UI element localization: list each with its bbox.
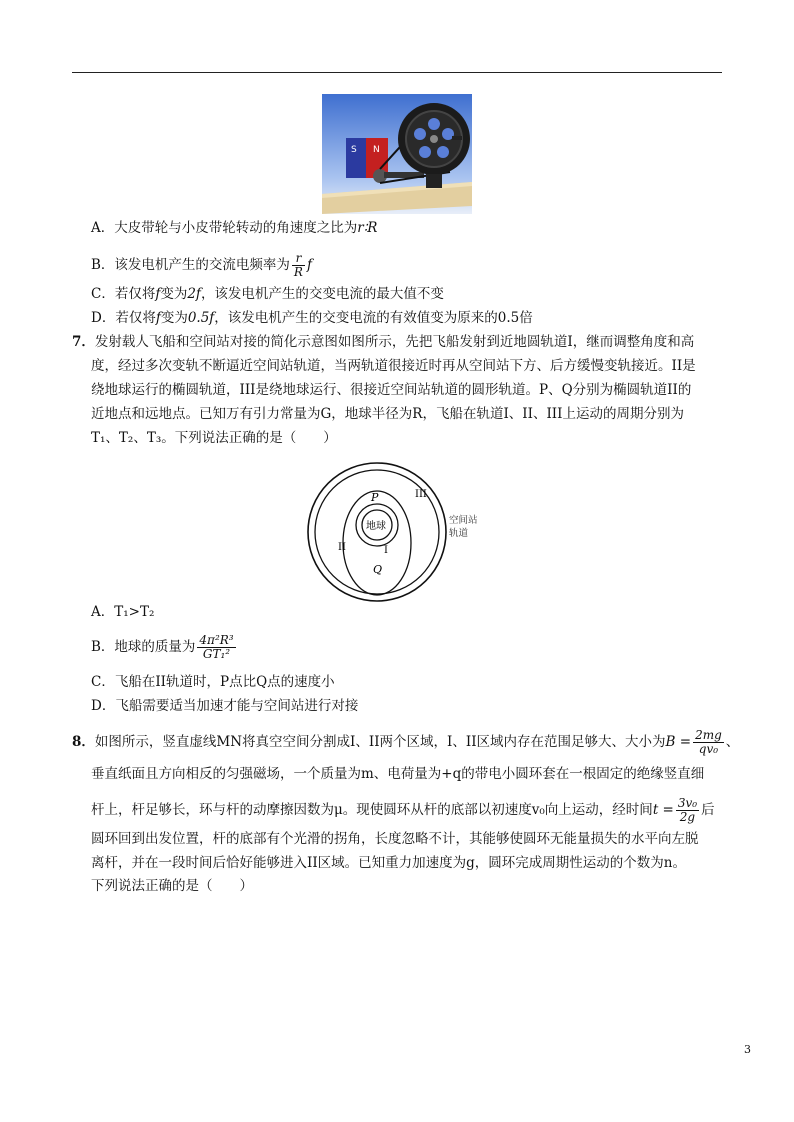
- station-orbit-label-2: 轨道: [449, 528, 469, 539]
- q8-line-2: 垂直纸面且方向相反的匀强磁场，一个质量为m、电荷量为+q的带电小圆环套在一根固定的绝缘竖直细: [91, 766, 705, 782]
- q6-option-b-text: B．该发电机产生的交流电频率为: [91, 257, 290, 273]
- station-orbit-label-1: 空间站: [449, 515, 478, 526]
- q6-option-b: [91, 252, 312, 279]
- q7-option-b-text: B．地球的质量为: [91, 639, 196, 655]
- q6-option-b-denominator: R: [293, 265, 303, 279]
- q6-option-a: [91, 219, 377, 237]
- q8-t-denominator: 2g: [679, 810, 696, 824]
- station-orbit: [308, 463, 446, 601]
- q6-option-c-post: ，该发电机产生的交变电流的最大值不变: [200, 286, 444, 302]
- q7-option-c: C．飞船在II轨道时，P点比Q点的速度小: [91, 674, 335, 690]
- q6-option-d-f: f: [155, 310, 161, 326]
- q6-option-c-mid: 变为: [160, 286, 188, 302]
- point-p-label: P: [371, 491, 379, 504]
- q8-b-fraction: [693, 729, 724, 756]
- q8-t-numerator: 3v₀: [677, 796, 698, 810]
- q7-line-1: [72, 333, 694, 351]
- q7-option-b-denominator: GT₁²: [202, 647, 231, 661]
- point-q-label: Q: [373, 563, 383, 576]
- q6-option-d-post: ，该发电机产生的交变电流的有效值变为原来的0.5倍: [214, 310, 533, 326]
- q6-option-b-numerator: r: [292, 252, 305, 266]
- q6-option-d: [91, 309, 533, 327]
- generator-photo: [322, 94, 472, 214]
- q7-option-a: A．T₁>T₂: [91, 604, 155, 620]
- q8-t-symbol: t =: [652, 802, 674, 818]
- q8-b-symbol: B =: [665, 734, 692, 750]
- q7-line-3: 绕地球运行的椭圆轨道，III是绕地球运行、很接近空间站轨道的圆形轨道。P、Q分别为椭圆轨道II的: [91, 382, 692, 398]
- q7-option-b-numerator: 4π²R³: [199, 633, 234, 647]
- q7-option-d: D．飞船需要适当加速才能与空间站进行对接: [91, 698, 359, 714]
- q6-option-b-fraction: [292, 252, 305, 279]
- q6-option-d-pre: D．若仅将: [91, 310, 156, 326]
- magnet-s-label: S: [351, 145, 357, 155]
- q8-line-3-post: 后: [701, 802, 715, 818]
- q8-line-5: 离杆，并在一段时间后恰好能够进入II区域。已知重力加速度为g，圆环完成周期性运动的个数为n。: [91, 855, 687, 871]
- header-rule: [72, 72, 722, 73]
- earth-label: 地球: [366, 521, 386, 532]
- q8-number: 8．: [72, 734, 95, 750]
- q7-number: 7．: [72, 334, 95, 350]
- q8-line-1: [72, 729, 739, 756]
- q6-option-d-mid: 变为: [160, 310, 188, 326]
- q6-option-c-pre: C．若仅将: [91, 286, 156, 302]
- q7-option-b: [91, 634, 238, 661]
- orbit-ii-label: II: [338, 542, 346, 553]
- q7-line-2: 度，经过多次变轨不断逼近空间站轨道，当两轨道很接近时再从空间站下方、后方缓慢变轨接近。II是: [91, 358, 696, 374]
- page-number: 3: [744, 1043, 751, 1056]
- magnet-n-label: N: [373, 145, 380, 155]
- q8-b-denominator: qv₀: [698, 742, 719, 756]
- orbit-i-label: I: [384, 545, 388, 556]
- q8-line-4: 圆环回到出发位置，杆的底部有个光滑的拐角，长度忽略不计，其能够使圆环无能量损失的水平向左脱: [91, 831, 699, 847]
- q8-b-numerator: 2mg: [695, 728, 722, 742]
- q8-line-1-text: 如图所示，竖直虚线MN将真空空间分割成I、II两个区域，I、II区域内存在范围足够大、大小为: [94, 734, 666, 750]
- orbit-iii-label: III: [415, 489, 427, 500]
- q6-option-c-f: f: [155, 286, 161, 302]
- q6-option-a-text: A．大皮带轮与小皮带轮转动的角速度之比为: [91, 220, 358, 236]
- q8-line-3-text: 杆上，杆足够长，环与杆的动摩擦因数为μ。现使圆环从杆的底部以初速度v₀向上运动，经时间: [91, 802, 653, 818]
- q6-option-d-05f: 0.5f: [187, 310, 215, 326]
- q8-line-6: 下列说法正确的是（ ）: [91, 878, 253, 894]
- q7-option-b-fraction: [197, 634, 235, 661]
- q6-option-b-f: f: [306, 257, 312, 273]
- orbit-ii: [343, 491, 411, 595]
- q6-option-c-2f: 2f: [187, 286, 201, 302]
- q7-line-5: T₁、T₂、T₃。下列说法正确的是（ ）: [91, 430, 337, 446]
- q8-line-3: [91, 797, 715, 824]
- q8-line-1-post: 、: [725, 734, 740, 750]
- q6-option-c: [91, 285, 444, 303]
- orbit-diagram: [300, 455, 500, 610]
- q7-line-4: 近地点和远地点。已知万有引力常量为G，地球半径为R，飞船在轨道I、II、III上运动的周期分别为: [91, 406, 684, 422]
- q8-t-fraction: [676, 797, 699, 824]
- q7-line-1-text: 发射载人飞船和空间站对接的简化示意图如图所示，先把飞船发射到近地圆轨道I，继而调整角度和高: [94, 334, 695, 350]
- q6-option-a-math: r∶R: [357, 220, 378, 236]
